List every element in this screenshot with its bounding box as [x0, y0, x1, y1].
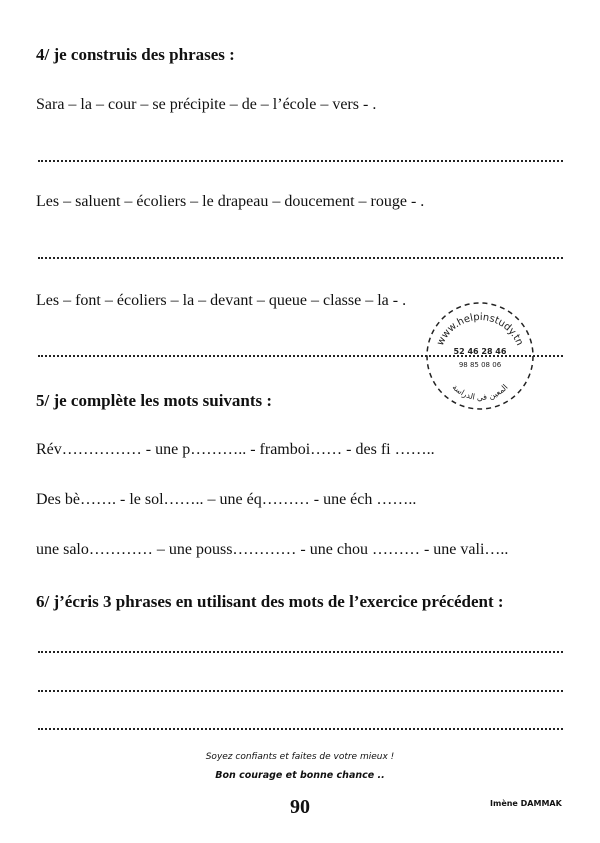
exercise-line: Les – font – écoliers – la – devant – queue – classe – la - . [36, 292, 407, 309]
author-name: Imène DAMMAK [490, 799, 562, 808]
helpinstudy-stamp [424, 300, 536, 412]
exercise-line: Sara – la – cour – se précipite – de – l’école – vers - . [36, 96, 377, 113]
stamp-arabic: المعين في الدراسة [450, 382, 510, 403]
section-4-heading: 4/ je construis des phrases : [36, 45, 235, 64]
exercise-line: une salo………… – une pouss………… - une chou ……… - une vali….. [36, 541, 509, 558]
section-5-heading: 5/ je complète les mots suivants : [36, 391, 273, 410]
footer-encouragement: Soyez confiants et faites de votre mieux ! [205, 752, 395, 762]
answer-dotted-line [38, 160, 563, 162]
section-6-heading: 6/ j’écris 3 phrases en utilisant des mots de l’exercice précédent : [36, 592, 504, 611]
page-number: 90 [290, 796, 310, 818]
stamp-site: www.helpinstudy.tn [435, 311, 525, 348]
exercise-line: Rév…………… - une p……….. - framboi…… - des fi …….. [36, 441, 435, 458]
stamp-phone-1: 52 46 28 46 [453, 347, 507, 356]
exercise-line: Des bè……. - le sol…….. – une éq……… - une éch …….. [36, 491, 417, 508]
answer-dotted-line [38, 690, 563, 692]
footer-good-luck: Bon courage et bonne chance .. [215, 770, 385, 781]
stamp-phone-2: 98 85 08 06 [458, 361, 502, 369]
answer-dotted-line [38, 257, 563, 259]
answer-dotted-line [38, 651, 563, 653]
answer-dotted-line [38, 728, 563, 730]
exercise-line: Les – saluent – écoliers – le drapeau – doucement – rouge - . [36, 193, 425, 210]
